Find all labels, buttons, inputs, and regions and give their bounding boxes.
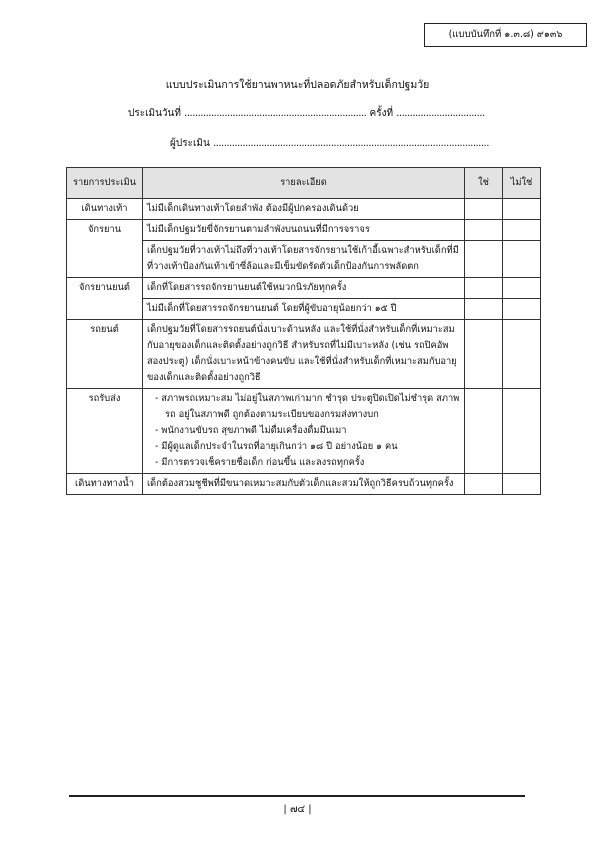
- assessment-table: [66, 167, 541, 495]
- header-category: รายการประเมิน: [67, 168, 143, 199]
- table-row: [67, 220, 541, 241]
- table-row: [67, 241, 541, 278]
- table-row: [67, 389, 541, 474]
- detail-cell: ไม่มีเด็กที่โดยสารรถจักรยานยนต์ โดยที่ผู้ขับอายุน้อยกว่า ๑๕ ปี: [143, 299, 465, 320]
- form-code-box: (แบบบันทึกที่ ๑.๓.๘) ๙๑๓๖: [424, 23, 587, 47]
- no-checkbox-cell[interactable]: [503, 220, 541, 241]
- assessor-dots: .......................................................................................................: [212, 138, 489, 149]
- bus-criteria-list: [147, 391, 460, 471]
- table-header-row: [67, 168, 541, 199]
- detail-cell: ไม่มีเด็กเดินทางเท้าโดยลำพัง ต้องมีผู้ปกครองเดินด้วย: [143, 199, 465, 220]
- list-item: - พนักงานขับรถ สุขภาพดี ไม่ดื่มเครื่องดื่มมึนเมา: [155, 425, 347, 436]
- list-item: - สภาพรถเหมาะสม ไม่อยู่ในสภาพเก่ามาก ชำรุด ประตูปิดเปิดไม่ชำรุด สภาพรถ อยู่ในสภาพดี ถูกต้องตามระเบียบของกรมส่งทางบก: [155, 393, 460, 420]
- document-title: แบบประเมินการใช้ยานพาหนะที่ปลอดภัยสำหรับเด็กปฐมวัย: [165, 79, 430, 91]
- yes-checkbox-cell[interactable]: [465, 299, 503, 320]
- yes-checkbox-cell[interactable]: [465, 199, 503, 220]
- detail-cell: [143, 389, 465, 474]
- no-checkbox-cell[interactable]: [503, 299, 541, 320]
- table-row: [67, 278, 541, 299]
- category-cell: รถรับส่ง: [67, 389, 143, 474]
- no-checkbox-cell[interactable]: [503, 320, 541, 389]
- category-cell: เดินทางทางน้ำ: [67, 474, 143, 495]
- table-row: [67, 299, 541, 320]
- yes-checkbox-cell[interactable]: [465, 278, 503, 299]
- category-cell: เดินทางเท้า: [67, 199, 143, 220]
- no-checkbox-cell[interactable]: [503, 199, 541, 220]
- category-cell: จักรยาน: [67, 220, 143, 241]
- detail-cell: เด็กต้องสวมชูชีพที่มีขนาดเหมาะสมกับตัวเด็กและสวมให้ถูกวิธีครบถ้วนทุกครั้ง: [143, 474, 465, 495]
- date-label: ประเมินวันที่: [128, 108, 181, 119]
- detail-cell: ไม่มีเด็กปฐมวัยขี่จักรยานตามลำพังบนถนนที่มีการจราจร: [143, 220, 465, 241]
- assessor-label: ผู้ประเมิน: [170, 138, 210, 149]
- table-row: [67, 474, 541, 495]
- yes-checkbox-cell[interactable]: [465, 389, 503, 474]
- yes-checkbox-cell[interactable]: [465, 320, 503, 389]
- header-no: ไม่ใช่: [503, 168, 541, 199]
- detail-cell: เด็กปฐมวัยที่โดยสารรถยนต์นั่งเบาะด้านหลัง และใช้ที่นั่งสำหรับเด็กที่เหมาะสมกับอายุของเด็กและติดตั้งอย่างถูกวิธี สำหรับรถที่ไม่มีเบาะหลัง (เช่น รถปิคอัพสองประตู) เด็กนั่งเบาะหน้าข้างคนขับ และใช้ที่นั่งสำหรับเด็กที่เหมาะสมกับอายุของเด็กและติดตั้งอย่างถูกวิธี: [143, 320, 465, 389]
- category-cell: รถยนต์: [67, 320, 143, 389]
- list-item: - มีการตรวจเช็ครายชื่อเด็ก ก่อนขึ้น และลงรถทุกครั้ง: [155, 457, 365, 468]
- header-yes: ใช่: [465, 168, 503, 199]
- list-item: - มีผู้ดูแลเด็กประจำในรถที่อายุเกินกว่า ๑๘ ปี อย่างน้อย ๑ คน: [155, 441, 398, 452]
- yes-checkbox-cell[interactable]: [465, 241, 503, 278]
- round-dots: .................................: [396, 108, 485, 119]
- assessment-date-field: [128, 106, 485, 121]
- detail-cell: เด็กที่โดยสารรถจักรยานยนต์ใช้หมวกนิรภัยทุกครั้ง: [143, 278, 465, 299]
- no-checkbox-cell[interactable]: [503, 241, 541, 278]
- table-row: [67, 320, 541, 389]
- date-dots: ....................................................................: [184, 108, 367, 119]
- category-cell: จักรยานยนต์: [67, 278, 143, 299]
- category-cell: [67, 299, 143, 320]
- no-checkbox-cell[interactable]: [503, 278, 541, 299]
- table-row: [67, 199, 541, 220]
- assessor-field: [170, 136, 489, 151]
- no-checkbox-cell[interactable]: [503, 474, 541, 495]
- no-checkbox-cell[interactable]: [503, 389, 541, 474]
- yes-checkbox-cell[interactable]: [465, 220, 503, 241]
- category-cell: [67, 241, 143, 278]
- footer-divider: [69, 795, 525, 797]
- round-label: ครั้งที่: [369, 108, 394, 119]
- detail-cell: เด็กปฐมวัยที่วางเท้าไม่ถึงที่วางเท้าโดยสารจักรยานใช้เก้าอี้เฉพาะสำหรับเด็กที่มีที่วางเท้าป้องกันเท้าเข้าซี่ล้อและมีเข็มขัดรัดตัวเด็กป้องกันการพลัดตก: [143, 241, 465, 278]
- header-detail: รายละเอียด: [143, 168, 465, 199]
- page-number: | ๗๔ |: [283, 804, 312, 815]
- yes-checkbox-cell[interactable]: [465, 474, 503, 495]
